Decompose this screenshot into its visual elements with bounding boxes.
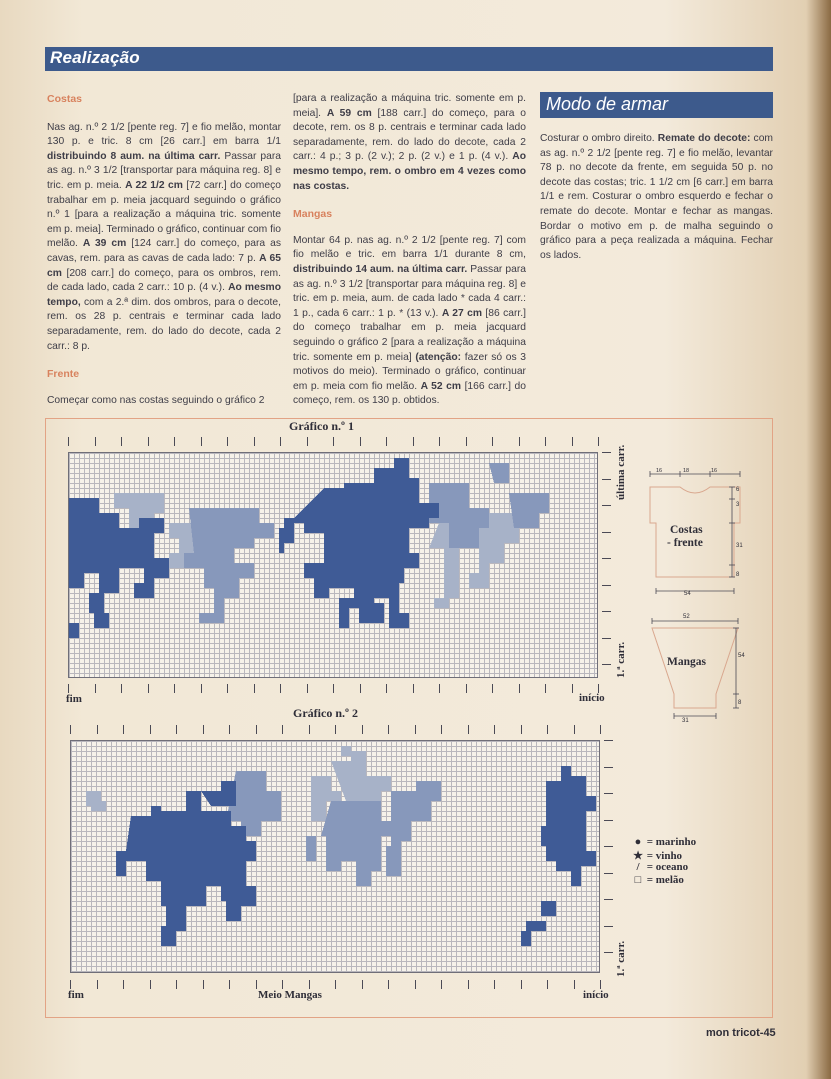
- tick-mark: [362, 725, 363, 734]
- tick-mark: [227, 437, 228, 446]
- assembly-banner: [540, 92, 773, 118]
- tick-mark: [521, 980, 522, 989]
- tick-mark: [521, 725, 522, 734]
- section-title: Realização: [50, 48, 140, 67]
- chart2-horse-motif: [71, 741, 600, 973]
- tick-mark: [602, 558, 611, 559]
- tick-mark: [494, 980, 495, 989]
- tick-mark: [362, 980, 363, 989]
- section-banner: [45, 47, 773, 71]
- costas-heading: Costas: [47, 93, 83, 105]
- tick-mark: [70, 980, 71, 989]
- chart1-side-ticks: [602, 452, 612, 678]
- modo-paragraph: Costurar o ombro direito. Remate do decote: com as ag. n.º 2 1/2 [pente reg. 7] e fio melão, levantar 78 p. no decote da frente, em seguida 50 p. no decote das costas; tric. 1 1/2 cm [6 carr.] em barra 1/1 e rem. Costurar o ombro esquerdo e fechar o remate do decote. Montar e fechar as mangas. Bordar o motivo em p. de malha seguindo o gráfico para a peça realizada a máquina. Fechar os lados.: [540, 133, 773, 261]
- chart2-grid: [70, 740, 600, 973]
- tick-mark: [386, 684, 387, 693]
- chart1-bottom-ticks: [68, 684, 598, 694]
- tick-mark: [174, 437, 175, 446]
- tick-mark: [256, 980, 257, 989]
- tick-mark: [604, 926, 613, 927]
- tick-mark: [604, 793, 613, 794]
- tick-mark: [604, 767, 613, 768]
- tick-mark: [121, 684, 122, 693]
- costas-dim-top-3: 16: [711, 468, 718, 474]
- tick-mark: [604, 873, 613, 874]
- mangas-outline: [652, 628, 738, 708]
- chart2-start-label: início: [583, 989, 609, 1001]
- text-column-1: [47, 92, 281, 408]
- tick-mark: [574, 980, 575, 989]
- tick-mark: [468, 725, 469, 734]
- tick-mark: [602, 479, 611, 480]
- tick-mark: [386, 437, 387, 446]
- slash-icon: /: [636, 861, 640, 873]
- costas-dim-top-2: 18: [683, 468, 690, 474]
- tick-mark: [201, 684, 202, 693]
- tick-mark: [519, 437, 520, 446]
- tick-mark: [176, 725, 177, 734]
- tick-mark: [547, 725, 548, 734]
- color-legend: [632, 836, 696, 886]
- tick-mark: [604, 820, 613, 821]
- tick-mark: [545, 437, 546, 446]
- tick-mark: [602, 452, 611, 453]
- tick-mark: [604, 952, 613, 953]
- tick-mark: [602, 532, 611, 533]
- costas-paragraph: Nas ag. n.º 2 1/2 [pente reg. 7] e fio melão, montar 130 p. e tric. 8 cm [26 carr.] em barra 1/1 distribuindo 8 aum. na última carr. Passar para as ag. n.º 3 1/2 [transportar para máquina reg. 8] e tric. em p. meia. A 22 1/2 cm [72 carr.] do começo trabalhar em p. meia jacquard seguindo o gráfico n.º 1 [para a realização a máquina tric. somente em p. meia]. Terminado o gráfico, continuar com fio melão. A 39 cm [124 carr.] do começo, para as cavas, rem. para as cavas de cada lado: 7 p. A 65 cm [208 carr.] do começo, para os ombros, rem. de cada lado, cada 2 carr.: 10 p. (4 v.). Ao mesmo tempo, com a 2.ª dim. dos ombros, para o decote, rem. os 28 p. centrais e terminar cada lado separadamente, rem. do lado do decote, cada 2 carr.: 8 p.: [47, 121, 281, 352]
- costas-dim-side-4: 8: [736, 572, 740, 578]
- chart2-side-ticks: [604, 740, 614, 973]
- tick-mark: [494, 725, 495, 734]
- tick-mark: [604, 740, 613, 741]
- tick-mark: [466, 437, 467, 446]
- chart2-title: Gráfico n.º 2: [293, 706, 358, 720]
- star-icon: ★: [633, 849, 643, 862]
- chart2-top-ticks: [70, 725, 600, 735]
- tick-mark: [439, 684, 440, 693]
- frente-heading: Frente: [47, 368, 80, 381]
- tick-mark: [441, 980, 442, 989]
- mangas-label: Mangas: [667, 656, 706, 668]
- tick-mark: [572, 684, 573, 693]
- mangas-dim-top: 52: [683, 614, 690, 620]
- tick-mark: [415, 725, 416, 734]
- chart2-bottom-ticks: [70, 980, 600, 990]
- tick-mark: [95, 684, 96, 693]
- tick-mark: [282, 980, 283, 989]
- text-column-3: [540, 132, 773, 263]
- tick-mark: [309, 980, 310, 989]
- tick-mark: [203, 980, 204, 989]
- costas-dim-top-1: 16: [656, 468, 663, 474]
- tick-mark: [468, 980, 469, 989]
- tick-mark: [123, 725, 124, 734]
- tick-mark: [335, 980, 336, 989]
- tick-mark: [413, 437, 414, 446]
- tick-mark: [574, 725, 575, 734]
- chart1-first-row-label: 1.ª carr.: [615, 641, 627, 678]
- tick-mark: [415, 980, 416, 989]
- mangas-dim-side-2: 8: [738, 700, 742, 706]
- tick-mark: [70, 725, 71, 734]
- tick-mark: [572, 437, 573, 446]
- legend-item-marinho: ● = marinho: [632, 836, 696, 849]
- chart1-title: Gráfico n.º 1: [289, 419, 354, 433]
- tick-mark: [254, 684, 255, 693]
- chart2-first-row-label: 1.ª carr.: [615, 940, 627, 977]
- tick-mark: [492, 684, 493, 693]
- legend-item-melao: □ = melão: [632, 874, 696, 887]
- tick-mark: [256, 725, 257, 734]
- tick-mark: [203, 725, 204, 734]
- tick-mark: [201, 437, 202, 446]
- assembly-title: Modo de armar: [546, 94, 669, 114]
- tick-mark: [229, 980, 230, 989]
- tick-mark: [388, 980, 389, 989]
- tick-mark: [123, 980, 124, 989]
- tick-mark: [95, 437, 96, 446]
- tick-mark: [148, 437, 149, 446]
- tick-mark: [492, 437, 493, 446]
- tick-mark: [229, 725, 230, 734]
- chart1-end-label: fim: [66, 693, 82, 705]
- tick-mark: [150, 725, 151, 734]
- tick-mark: [309, 725, 310, 734]
- tick-mark: [602, 664, 611, 665]
- tick-mark: [307, 437, 308, 446]
- tick-mark: [254, 437, 255, 446]
- mangas-dim-side-1: 54: [738, 653, 745, 659]
- text-column-2: [293, 92, 526, 409]
- tick-mark: [280, 684, 281, 693]
- mangas-paragraph: Montar 64 p. nas ag. n.º 2 1/2 [pente reg. 7] com fio melão e tric. em barra 1/1 durante 8 cm, distribuindo 14 aum. na última carr. Passar para as ag. n.º 3 1/2 [transportar para máquina reg. 8] e tric. em p. meia, aum. de cada lado * cada 4 carr.: 1 p., cada 6 carr.: 1 p. * (13 v.). A 27 cm [86 carr.] do começo trabalhar em p. meia jacquard seguindo o gráfico 2 [para a realização a máquina tric. somente em p. meia] (atenção: fazer só os 3 motivos do meio). Terminado o gráfico, continuar em p. meia com fio melão. A 52 cm [166 carr.] do começo, rem. os 130 p. obtidos.: [293, 234, 526, 407]
- legend-item-oceano: / = oceano: [632, 861, 696, 874]
- chart1-last-row-label: última carr.: [615, 444, 627, 500]
- chart2-end-label: fim: [68, 989, 84, 1001]
- legend-item-vinho: ★ = vinho: [633, 849, 683, 862]
- tick-mark: [602, 611, 611, 612]
- tick-mark: [360, 437, 361, 446]
- chart2-middle-sleeves-label: Meio Mangas: [258, 989, 322, 1001]
- tick-mark: [121, 437, 122, 446]
- frente-continued-paragraph: [para a realização a máquina tric. somente em p. meia]. A 59 cm [188 carr.] do começo, para o decote, rem. os 8 p. centrais e terminar cada lado separadamente, rem. do lado do decote, cada 2 carr.: 4 p.; 3 p. (2 v.); 2 p. (2 v.) e 1 p. (4 v.). Ao mesmo tempo, rem. o ombro em 4 vezes como nas costas.: [293, 93, 526, 192]
- costas-label: Costas: [670, 524, 703, 536]
- tick-mark: [600, 725, 601, 734]
- dot-icon: ●: [634, 836, 642, 848]
- chart1-grid: [68, 452, 598, 678]
- tick-mark: [545, 684, 546, 693]
- tick-mark: [604, 899, 613, 900]
- chart1-horse-motif: [69, 453, 598, 678]
- tick-mark: [604, 846, 613, 847]
- costas-dim-side-1: 6: [736, 487, 740, 493]
- tick-mark: [598, 437, 599, 446]
- costas-label-frente: - frente: [667, 537, 703, 549]
- tick-mark: [466, 684, 467, 693]
- tick-mark: [97, 725, 98, 734]
- tick-mark: [388, 725, 389, 734]
- tick-mark: [602, 638, 611, 639]
- tick-mark: [519, 684, 520, 693]
- tick-mark: [413, 684, 414, 693]
- tick-mark: [439, 437, 440, 446]
- tick-mark: [307, 684, 308, 693]
- tick-mark: [602, 505, 611, 506]
- tick-mark: [227, 684, 228, 693]
- tick-mark: [602, 585, 611, 586]
- tick-mark: [441, 725, 442, 734]
- tick-mark: [600, 980, 601, 989]
- mangas-schematic: [640, 610, 750, 730]
- page-footer: mon tricot-45: [706, 1027, 776, 1039]
- chart1-start-label: início: [579, 692, 605, 704]
- costas-dim-bottom: 54: [684, 591, 691, 597]
- tick-mark: [547, 980, 548, 989]
- mangas-heading: Mangas: [293, 208, 333, 221]
- tick-mark: [335, 725, 336, 734]
- tick-mark: [333, 684, 334, 693]
- tick-mark: [97, 980, 98, 989]
- mangas-dim-bottom: 31: [682, 718, 689, 724]
- costas-dim-side-3: 31: [736, 543, 743, 549]
- tick-mark: [333, 437, 334, 446]
- tick-mark: [360, 684, 361, 693]
- tick-mark: [150, 980, 151, 989]
- tick-mark: [68, 437, 69, 446]
- tick-mark: [282, 725, 283, 734]
- tick-mark: [174, 684, 175, 693]
- costas-dim-side-2: 3: [736, 502, 740, 508]
- chart1-top-ticks: [68, 437, 598, 447]
- tick-mark: [176, 980, 177, 989]
- square-icon: □: [634, 873, 642, 886]
- tick-mark: [280, 437, 281, 446]
- tick-mark: [68, 684, 69, 693]
- tick-mark: [148, 684, 149, 693]
- frente-paragraph: Começar como nas costas seguindo o gráfico 2: [47, 394, 265, 406]
